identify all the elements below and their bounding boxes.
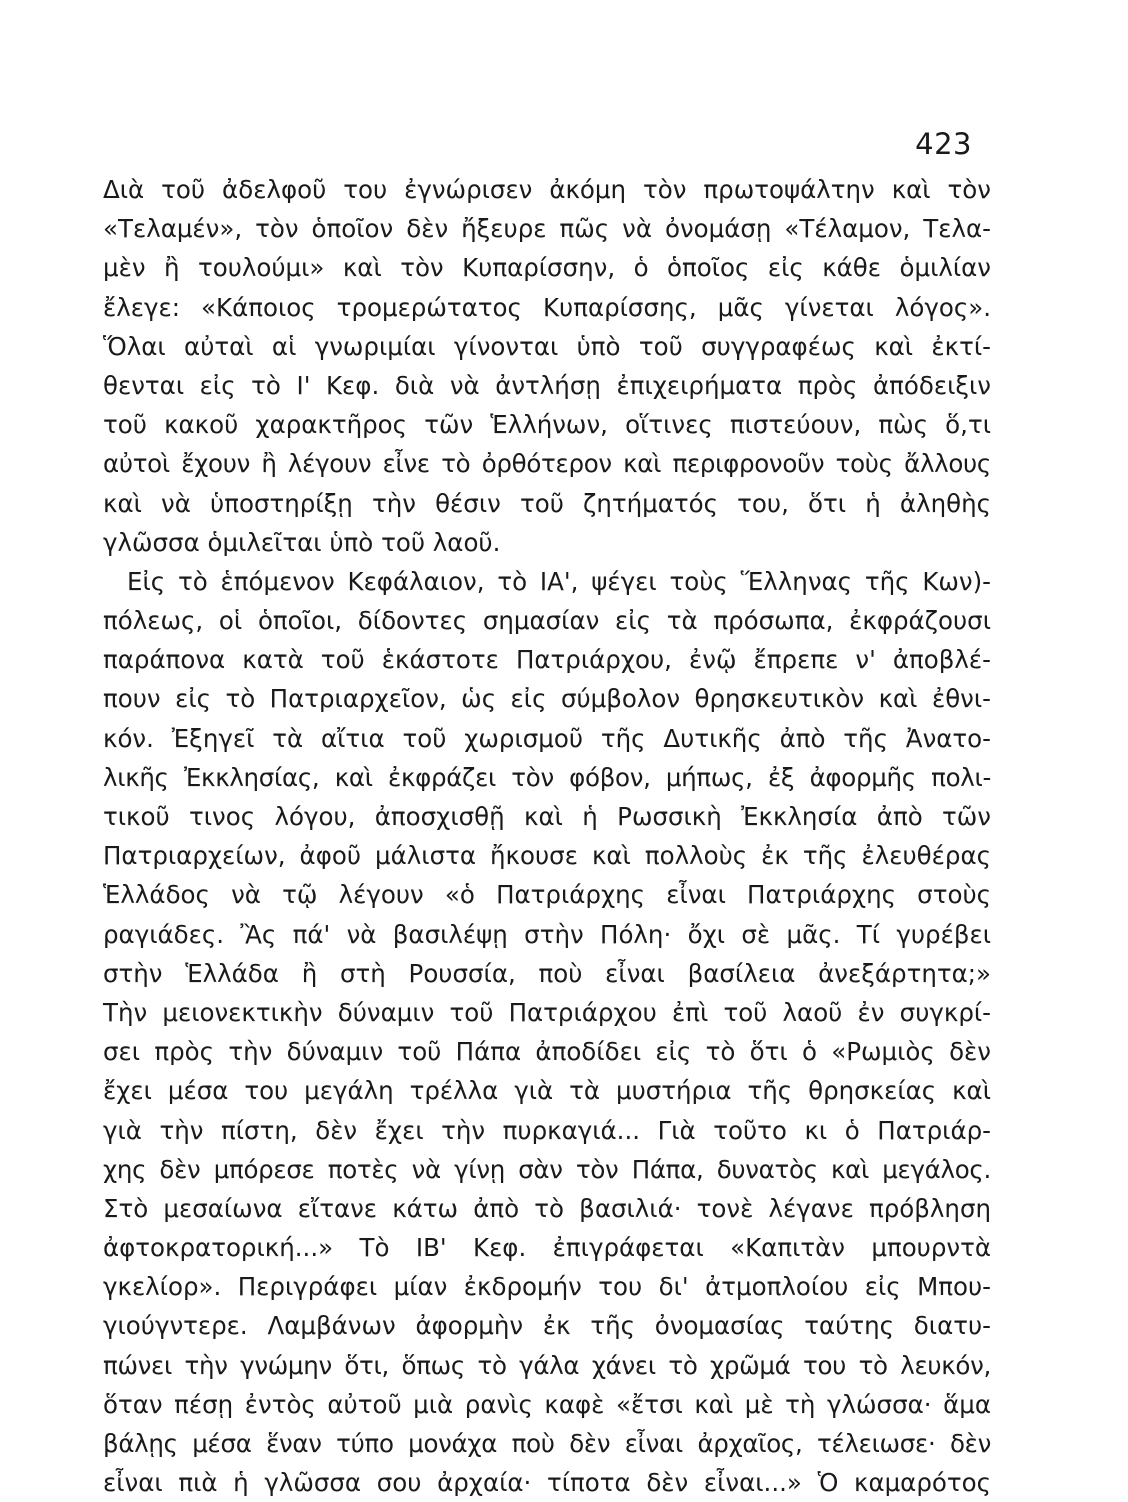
text-line: Εἰς τὸ ἑπόμενον Κεφάλαιον, τὸ ΙΑ', ψέγει τοὺς Ἕλληνας τῆς Κων)- [127,566,991,596]
text-line: σει πρὸς τὴν δύναμιν τοῦ Πάπα ἀποδίδει εἰς τὸ ὅτι ὁ «Ρωμιὸς δὲν [103,1037,991,1067]
text-line: γλῶσσα ὁμιλεῖται ὑπὸ τοῦ λαοῦ. [103,527,501,557]
text-line: ἀφτοκρατορική...» Τὸ ΙΒ' Κεφ. ἐπιγράφεται «Καπιτὰν μπουρντὰ [103,1233,991,1263]
text-line: θενται εἰς τὸ Ι' Κεφ. διὰ νὰ ἀντλήσῃ ἐπιχειρήματα πρὸς ἀπόδειξιν [103,370,991,400]
text-line: γιὰ τὴν πίστη, δὲν ἔχει τὴν πυρκαγιά... Γιὰ τοῦτο κι ὁ Πατριάρ- [103,1115,991,1145]
text-line: Τὴν μειονεκτικὴν δύναμιν τοῦ Πατριάρχου ἐπὶ τοῦ λαοῦ ἐν συγκρί- [103,997,991,1027]
text-line: Στὸ μεσαίωνα εἴτανε κάτω ἀπὸ τὸ βασιλιά· τονὲ λέγανε πρόβληση [103,1193,991,1223]
text-line: γιούγντερε. Λαμβάνων ἀφορμὴν ἐκ τῆς ὀνομασίας ταύτης διατυ- [103,1311,991,1341]
text-line: «Τελαμέν», τὸν ὁποῖον δὲν ἤξευρε πῶς νὰ ὀνομάσῃ «Τέλαμον, Τελα- [103,214,991,244]
text-line: ἔλεγε: «Κάποιος τρομερώτατος Κυπαρίσσης, μᾶς γίνεται λόγος». [103,292,991,322]
text-line: πώνει τὴν γνώμην ὅτι, ὅπως τὸ γάλα χάνει τὸ χρῶμά του τὸ λευκόν, [103,1350,991,1380]
text-line: στὴν Ἑλλάδα ἢ στὴ Ρουσσία, ποὺ εἶναι βασίλεια ἀνεξάρτητα;» [103,958,991,988]
text-line: κόν. Ἐξηγεῖ τὰ αἴτια τοῦ χωρισμοῦ τῆς Δυτικῆς ἀπὸ τῆς Ἀνατο- [103,723,991,753]
text-line: τικοῦ τινος λόγου, ἀποσχισθῇ καὶ ἡ Ρωσσικὴ Ἐκκλησία ἀπὸ τῶν [103,802,991,831]
text-line: μὲν ἢ τουλούμι» καὶ τὸν Κυπαρίσσην, ὁ ὁποῖος εἰς κάθε ὁμιλίαν [103,253,991,283]
text-line: πόλεως, οἱ ὁποῖοι, δίδοντες σημασίαν εἰς τὰ πρόσωπα, ἐκφράζουσι [103,606,991,636]
text-line: ἔχει μέσα του μεγάλη τρέλλα γιὰ τὰ μυστήρια τῆς θρησκείας καὶ [103,1076,991,1106]
page-number: 423 [915,127,972,161]
text-line: Ὅλαι αὐταὶ αἱ γνωριμίαι γίνονται ὑπὸ τοῦ συγγραφέως καὶ ἐκτί- [103,331,991,361]
text-line: τοῦ κακοῦ χαρακτῆρος τῶν Ἑλλήνων, οἵτινες πιστεύουν, πὼς ὅ,τι [103,410,991,440]
text-line: παράπονα κατὰ τοῦ ἑκάστοτε Πατριάρχου, ἐνῷ ἔπρεπε ν' ἀποβλέ- [103,645,991,675]
text-line: Ἑλλάδος νὰ τῷ λέγουν «ὁ Πατριάρχης εἶναι Πατριάρχης στοὺς [103,880,991,910]
text-line: εἶναι πιὰ ἡ γλῶσσα σου ἀρχαία· τίποτα δὲν εἶναι...» Ὁ καμαρότος [103,1468,991,1498]
text-line: Πατριαρχείων, ἀφοῦ μάλιστα ἤκουσε καὶ πολλοὺς ἐκ τῆς ἐλευθέρας [103,841,991,871]
text-line: ραγιάδες. Ἂς πά' νὰ βασιλέψῃ στὴν Πόλη· ὄχι σὲ μᾶς. Τί γυρέβει [103,919,991,949]
text-line: γκελίορ». Περιγράφει μίαν ἐκδρομήν του δι' ἀτμοπλοίου εἰς Μπου- [103,1272,991,1302]
body-text [103,170,991,1502]
text-line: πουν εἰς τὸ Πατριαρχεῖον, ὡς εἰς σύμβολον θρησκευτικὸν καὶ ἐθνι- [103,684,991,714]
text-line: ὅταν πέσῃ ἐντὸς αὐτοῦ μιὰ ρανὶς καφὲ «ἔτσι καὶ μὲ τὴ γλώσσα· ἅμα [103,1389,991,1419]
text-line: λικῆς Ἐκκλησίας, καὶ ἐκφράζει τὸν φόβον, μήπως, ἐξ ἀφορμῆς πολι- [103,762,991,792]
text-line: χης δὲν μπόρεσε ποτὲς νὰ γίνῃ σὰν τὸν Πάπα, δυνατὸς καὶ μεγάλος. [103,1154,991,1184]
text-line: βάλῃς μέσα ἕναν τύπο μονάχα ποὺ δὲν εἶναι ἀρχαῖος, τέλειωσε· δὲν [103,1429,991,1458]
text-line: αὐτοὶ ἔχουν ἢ λέγουν εἶνε τὸ ὀρθότερον καὶ περιφρονοῦν τοὺς ἄλλους [103,449,991,479]
text-line: καὶ νὰ ὑποστηρίξῃ τὴν θέσιν τοῦ ζητήματός του, ὅτι ἡ ἀληθὴς [103,488,991,518]
text-line: Διὰ τοῦ ἀδελφοῦ του ἐγνώρισεν ἀκόμη τὸν πρωτοψάλτην καὶ τὸν [103,175,991,204]
